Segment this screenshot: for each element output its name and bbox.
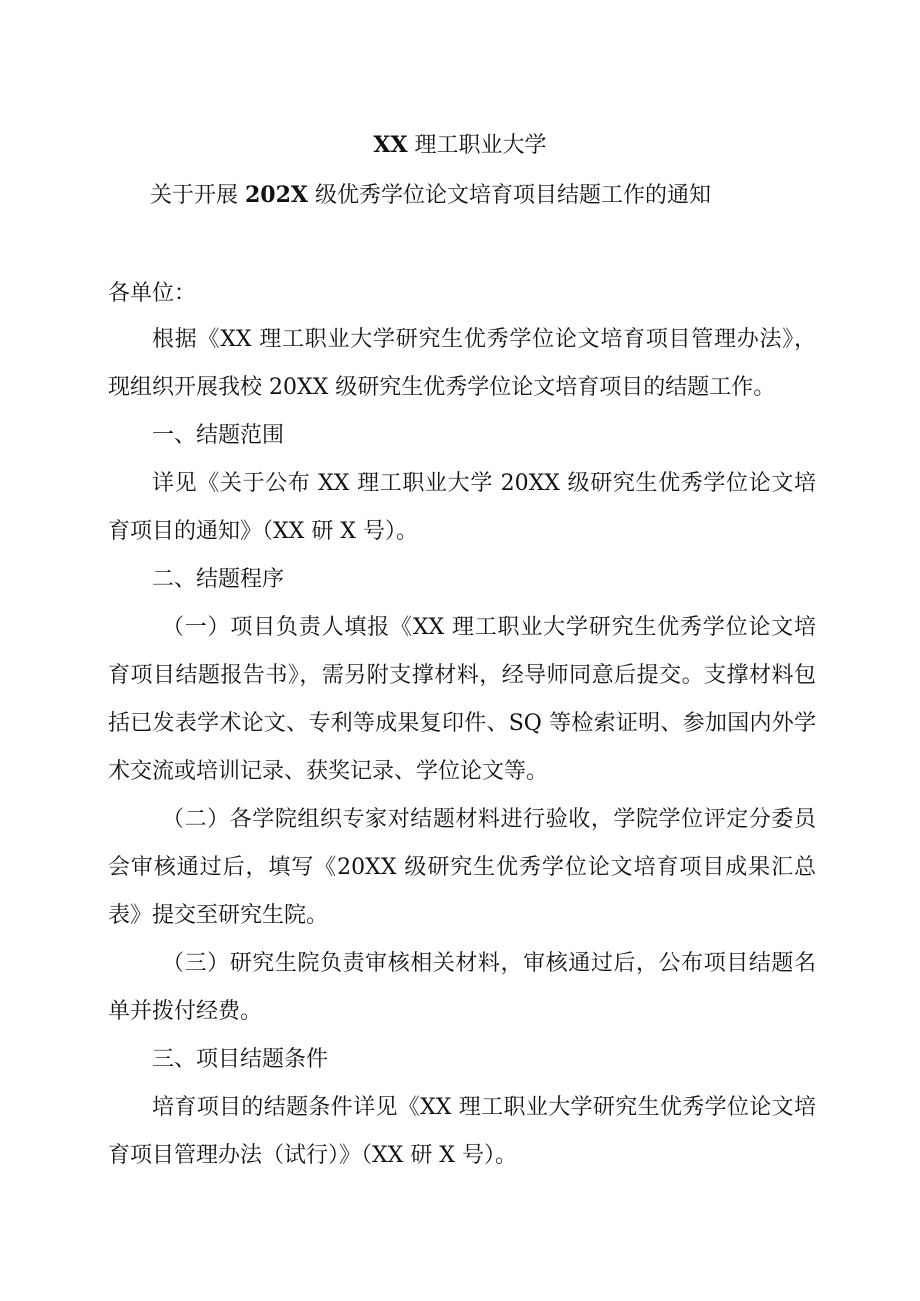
- procedure-item-3: （三）研究生院负责审核相关材料，审核通过后，公布项目结题名单并拨付经费。: [108, 951, 816, 1024]
- procedure-item-1: （一）项目负责人填报《XX 理工职业大学研究生优秀学位论文培育项目结题报告书》，需另附支撑材料，经导师同意后提交。支撑材料包括已发表学术论文、专利等成果复印件、SQ 等检索证明、参加国内外学术交流或培训记录、获奖记录、学位论文等。: [108, 615, 816, 784]
- title-abbrev: XX: [373, 132, 408, 158]
- intro-paragraph: 根据《XX 理工职业大学研究生优秀学位论文培育项目管理办法》，现组织开展我校 20XX 级研究生优秀学位论文培育项目的结题工作。: [108, 327, 816, 400]
- scope-paragraph: 详见《关于公布 XX 理工职业大学 20XX 级研究生优秀学位论文培育项目的通知》（XX 研 X 号）。: [108, 471, 816, 544]
- subtitle-after: 级优秀学位论文培育项目结题工作的通知: [308, 183, 711, 208]
- document-title: [0, 128, 920, 163]
- procedure-item-2: （二）各学院组织专家对结题材料进行验收，学院学位评定分委员会审核通过后，填写《20XX 级研究生优秀学位论文培育项目成果汇总表》提交至研究生院。: [108, 807, 816, 928]
- section-heading-conditions: 三、项目结题条件: [152, 1047, 329, 1072]
- title-institution: 理工职业大学: [407, 133, 547, 158]
- subtitle-year: 202X: [245, 182, 308, 208]
- salutation: 各单位：: [108, 281, 197, 306]
- section-heading-scope: 一、结题范围: [152, 423, 285, 448]
- document-subtitle: [150, 178, 850, 213]
- subtitle-before: 关于开展: [150, 183, 245, 208]
- conditions-paragraph: 培育项目的结题条件详见《XX 理工职业大学研究生优秀学位论文培育项目管理办法（试行）》（XX 研 X 号）。: [108, 1095, 816, 1168]
- section-heading-procedure: 二、结题程序: [152, 567, 285, 592]
